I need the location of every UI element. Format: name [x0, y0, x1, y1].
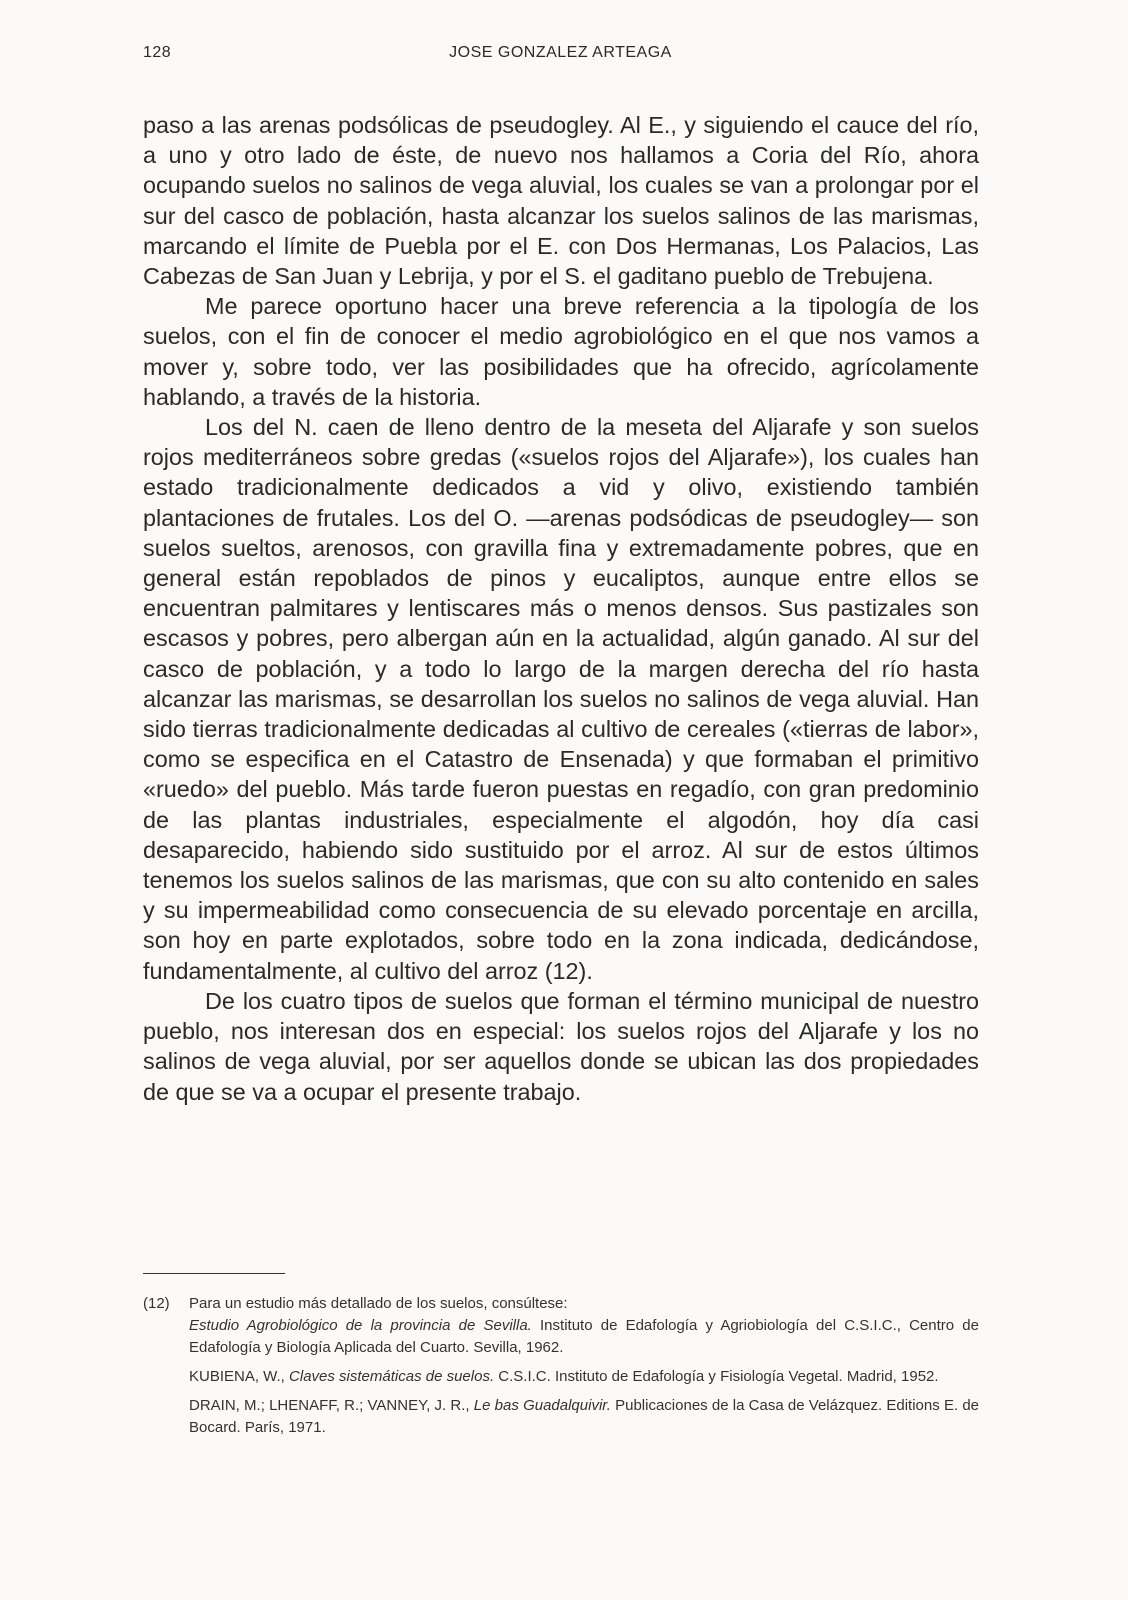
reference-author: DRAIN, M.; LHENAFF, R.; VANNEY, J. R., [189, 1397, 474, 1414]
page-header [143, 44, 978, 66]
reference-details: C.S.I.C. Instituto de Edafología y Fisiología Vegetal. Madrid, 1952. [494, 1368, 939, 1385]
paragraph-3: Los del N. caen de lleno dentro de la meseta del Aljarafe y son suelos rojos mediterráneos sobre gredas («suelos rojos del Aljarafe»), los cuales han estado tradicionalmente dedicados a vid y olivo, existiendo también plantaciones de frutales. Los del O. —arenas podsódicas de pseudogley— son suelos sueltos, arenosos, con gravilla fina y extremadamente pobres, que en general están repoblados de pinos y eucaliptos, aunque entre ellos se encuentran palmitares y lentiscares más o menos densos. Sus pastizales son escasos y pobres, pero albergan aún en la actualidad, algún ganado. Al sur del casco de población, y a todo lo largo de la margen derecha del río hasta alcanzar las marismas, se desarrollan los suelos no salinos de vega aluvial. Han sido tierras tradicionalmente dedicadas al cultivo de cereales («tierras de labor», como se especifica en el Catastro de Ensenada) y que formaban el primitivo «ruedo» del pueblo. Más tarde fueron puestas en regadío, con gran predominio de las plantas industriales, especialmente el algodón, hoy día casi desaparecido, habiendo sido sustituido por el arroz. Al sur de estos últimos tenemos los suelos salinos de las marismas, que con su alto contenido en sales y su impermeabilidad como consecuencia de su elevado porcentaje en arcilla, son hoy en parte explotados, sobre todo en la zona indicada, dedicándose, fundamentalmente, al cultivo del arroz (12). [143, 414, 979, 984]
page-number: 128 [143, 44, 172, 61]
footnote-reference-2 [189, 1366, 979, 1388]
reference-details: Instituto de Edafología y Agriobiología del C.S.I.C., Centro de Edafología y Biología Aplicada del Cuarto. Sevilla, 1962. [189, 1317, 979, 1356]
reference-author: KUBIENA, W., [189, 1368, 290, 1385]
footnote-12 [143, 1293, 979, 1315]
reference-title: Estudio Agrobiológico de la provincia de Sevilla. [189, 1317, 532, 1334]
footnotes [143, 1293, 979, 1446]
paragraph-1: paso a las arenas podsólicas de pseudogley. Al E., y siguiendo el cauce del río, a uno y otro lado de éste, de nuevo nos hallamos a Coria del Río, ahora ocupando suelos no salinos de vega aluvial, los cuales se van a prolongar por el sur del casco de población, hasta alcanzar los suelos salinos de las marismas, marcando el límite de Puebla por el E. con Dos Hermanas, Los Palacios, Las Cabezas de San Juan y Lebrija, y por el S. el gaditano pueblo de Trebujena. [143, 112, 979, 290]
running-head: JOSE GONZALEZ ARTEAGA [449, 44, 672, 61]
reference-title: Claves sistemáticas de suelos. [289, 1368, 495, 1385]
footnote-reference-3 [189, 1395, 979, 1439]
footnote-reference-1 [189, 1315, 979, 1359]
body-text [143, 110, 979, 1107]
reference-details: Publicaciones de la Casa de Velázquez. Editions E. de Bocard. París, 1971. [189, 1397, 980, 1436]
footnote-intro: Para un estudio más detallado de los suelos, consúltese: [189, 1295, 568, 1312]
footnote-number: (12) [143, 1295, 170, 1312]
paragraph-2: Me parece oportuno hacer una breve referencia a la tipología de los suelos, con el fin de conocer el medio agrobiológico en el que nos vamos a mover y, sobre todo, ver las posibilidades que ha ofrecido, agrícolamente hablando, a través de la historia. [143, 293, 979, 410]
paragraph-4: De los cuatro tipos de suelos que forman el término municipal de nuestro pueblo, nos interesan dos en especial: los suelos rojos del Aljarafe y los no salinos de vega aluvial, por ser aquellos donde se ubican las dos propiedades de que se va a ocupar el presente trabajo. [143, 987, 979, 1105]
footnote-divider [143, 1273, 285, 1274]
reference-title: Le bas Guadalquivir. [473, 1397, 611, 1414]
